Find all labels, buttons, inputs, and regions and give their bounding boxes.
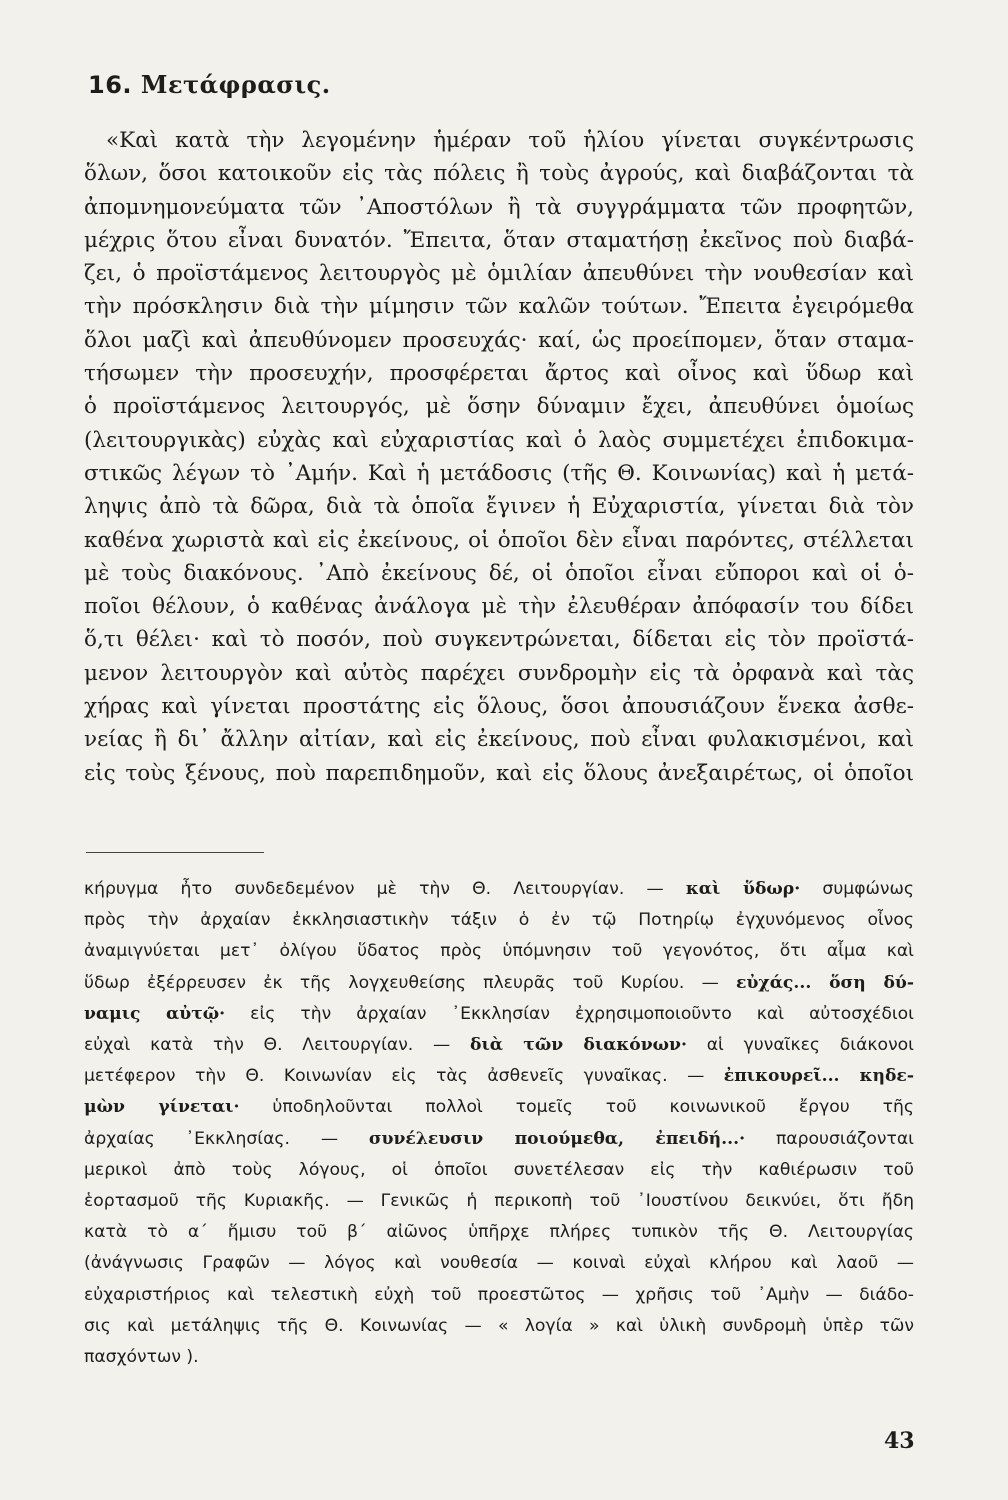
text-line: τὴν πρόσκλησιν διὰ τὴν μίμησιν τῶν καλῶν τούτων. Ἔπειτα ἐγειρόμεθα xyxy=(84,294,914,320)
note-keyword: καὶ ὕδωρ· xyxy=(685,879,801,899)
note-line: (ἀνάγνωσις Γραφῶν — λόγος καὶ νουθεσία — κοιναὶ εὐχαὶ κλήρου καὶ λαοῦ — xyxy=(84,1253,914,1274)
note-text: μετέφερον τὴν Θ. Κοινωνίαν εἰς τὰς ἀσθενεῖς γυναῖκας. — xyxy=(84,1066,724,1087)
note-line: πρὸς τὴν ἀρχαίαν ἐκκλησιαστικὴν τάξιν ὁ ἐν τῷ Ποτηρίῳ ἐγχυνόμενος οἶνος xyxy=(84,910,914,931)
note-text: ἀρχαίας ᾿Εκκλησίας. — xyxy=(84,1128,369,1149)
translation-text xyxy=(84,124,914,790)
note-text: παρουσιάζονται xyxy=(745,1128,914,1149)
note-keyword: εὐχάς... ὅση δύ- xyxy=(736,972,914,993)
text-line: ὁ προϊστάμενος λειτουργός, μὲ ὅσην δύναμιν ἔχει, ἀπευθύνει ὁμοίως xyxy=(84,394,914,420)
text-line: τήσωμεν τὴν προσευχήν, προσφέρεται ἄρτος καὶ οἶνος καὶ ὕδωρ καὶ xyxy=(84,361,914,387)
note-text: κήρυγμα ἦτο συνδεδεμένον μὲ τὴν Θ. Λειτουργίαν. — xyxy=(84,879,686,899)
note-line: πασχόντων ). xyxy=(84,1347,199,1368)
text-line: ὅλων, ὅσοι κατοικοῦν εἰς τὰς πόλεις ἢ τοὺς ἀγρούς, καὶ διαβάζονται τὰ xyxy=(84,161,914,187)
note-line xyxy=(84,968,914,999)
note-keyword: ναμις αὐτῷ· xyxy=(84,1003,226,1024)
note-keyword: μὼν γίνεται· xyxy=(84,1097,240,1118)
note-text: εἰς τὴν ἀρχαίαν ᾿Εκκλησίαν ἐχρησιμοποιοῦντο καὶ αὐτοσχέδιοι xyxy=(225,1003,914,1024)
text-line: ὅ,τι θέλει· καὶ τὸ ποσόν, ποὺ συγκεντρώνεται, δίδεται εἰς τὸν προϊστά- xyxy=(84,627,914,653)
note-line: σις καὶ μετάληψις τῆς Θ. Κοινωνίας — « λογία » καὶ ὑλικὴ συνδρομὴ ὑπὲρ τῶν xyxy=(84,1315,914,1336)
text-line: ζει, ὁ προϊστάμενος λειτουργὸς μὲ ὁμιλίαν ἀπευθύνει τὴν νουθεσίαν καὶ xyxy=(84,261,914,287)
note-line xyxy=(84,999,914,1030)
note-keyword: ἐπικουρεῖ... κηδε- xyxy=(723,1066,915,1087)
text-line: (λειτουργικὰς) εὐχὰς καὶ εὐχαριστίας καὶ ὁ λαὸς συμμετέχει ἐπιδοκιμα- xyxy=(84,427,914,453)
section-title: Μετάφρασις. xyxy=(140,70,331,99)
footnote-divider xyxy=(86,852,264,853)
text-line: μέχρις ὅτου εἶναι δυνατόν. Ἔπειτα, ὅταν σταματήσῃ ἐκεῖνος ποὺ διαβά- xyxy=(84,227,914,253)
note-line: εὐχαριστήριος καὶ τελεστικὴ εὐχὴ τοῦ προεστῶτος — χρῆσις τοῦ ᾿Αμὴν — διάδο- xyxy=(84,1284,914,1305)
note-line xyxy=(84,1092,914,1123)
text-line: εἰς τοὺς ξένους, ποὺ παρεπιδημοῦν, καὶ εἰς ὅλους ἀνεξαιρέτως, οἱ ὁποῖοι xyxy=(84,760,914,786)
note-line: ἀναμιγνύεται μετ᾿ ὀλίγου ὕδατος πρὸς ὑπόμνησιν τοῦ γεγονότος, ὅτι αἷμα καὶ xyxy=(84,941,914,962)
page-number: 43 xyxy=(884,1428,915,1454)
note-line xyxy=(84,1124,914,1155)
text-line: στικῶς λέγων τὸ ᾿Αμήν. Καὶ ἡ μετάδοσις (τῆς Θ. Κοινωνίας) καὶ ἡ μετά- xyxy=(84,460,914,486)
text-line: ἀπομνημονεύματα τῶν ᾿Αποστόλων ἢ τὰ συγγράμματα τῶν προφητῶν, xyxy=(84,194,914,220)
text-line: ληψις ἀπὸ τὰ δῶρα, διὰ τὰ ὁποῖα ἔγινεν ἡ Εὐχαριστία, γίνεται διὰ τὸν xyxy=(84,494,914,520)
section-heading xyxy=(88,70,331,99)
text-line: «Καὶ κατὰ τὴν λεγομένην ἡμέραν τοῦ ἡλίου γίνεται συγκέντρωσις xyxy=(106,128,914,153)
note-line: μερικοὶ ἀπὸ τοὺς λόγους, οἱ ὁποῖοι συνετέλεσαν εἰς τὴν καθιέρωσιν τοῦ xyxy=(84,1159,914,1180)
note-line: ἑορτασμοῦ τῆς Κυριακῆς. — Γενικῶς ἡ περικοπὴ τοῦ ᾿Ιουστίνου δεικνύει, ὅτι ἤδη xyxy=(84,1191,914,1212)
text-line: καθένα χωριστὰ καὶ εἰς ἐκείνους, οἱ ὁποῖοι δὲν εἶναι παρόντες, στέλλεται xyxy=(84,527,914,553)
note-line xyxy=(84,1030,914,1061)
text-line: νείας ἢ δι᾿ ἄλλην αἰτίαν, καὶ εἰς ἐκείνους, ποὺ εἶναι φυλακισμένοι, καὶ xyxy=(84,727,914,753)
text-line: ὅλοι μαζὶ καὶ ἀπευθύνομεν προσευχάς· καί, ὡς προείπομεν, ὅταν σταμα- xyxy=(84,327,914,353)
text-line: μενον λειτουργὸν καὶ αὐτὸς παρέχει συνδρομὴν εἰς τὰ ὀρφανὰ καὶ τὰς xyxy=(84,660,914,686)
note-line xyxy=(84,1061,914,1092)
commentary-notes xyxy=(84,874,914,1373)
note-text: συμφώνως xyxy=(800,879,915,899)
note-line xyxy=(84,874,914,905)
note-text: αἱ γυναῖκες διάκονοι xyxy=(686,1035,914,1056)
section-number: 16. xyxy=(88,71,133,99)
note-text: ὑποδηλοῦνται πολλοὶ τομεῖς τοῦ κοινωνικοῦ ἔργου τῆς xyxy=(239,1097,914,1118)
note-line: κατὰ τὸ α΄ ἥμισυ τοῦ β΄ αἰῶνος ὑπῆρχε πλήρες τυπικὸν τῆς Θ. Λειτουργίας xyxy=(84,1222,914,1243)
note-keyword: συνέλευσιν ποιούμεθα, ἐπειδή...· xyxy=(368,1128,746,1149)
text-line: ποῖοι θέλουν, ὁ καθένας ἀνάλογα μὲ τὴν ἐλευθέραν ἀπόφασίν του δίδει xyxy=(84,594,914,620)
note-text: εὐχαὶ κατὰ τὴν Θ. Λειτουργίαν. — xyxy=(84,1035,470,1056)
text-line: χήρας καὶ γίνεται προστάτης εἰς ὅλους, ὅσοι ἀπουσιάζουν ἕνεκα ἀσθε- xyxy=(84,694,914,720)
note-text: ὕδωρ ἐξέρρευσεν ἐκ τῆς λογχευθείσης πλευρᾶς τοῦ Κυρίου. — xyxy=(84,972,737,993)
note-keyword: διὰ τῶν διακόνων· xyxy=(469,1035,687,1056)
text-line: μὲ τοὺς διακόνους. ᾿Απὸ ἐκείνους δέ, οἱ ὁποῖοι εἶναι εὔποροι καὶ οἱ ὁ- xyxy=(84,560,914,586)
